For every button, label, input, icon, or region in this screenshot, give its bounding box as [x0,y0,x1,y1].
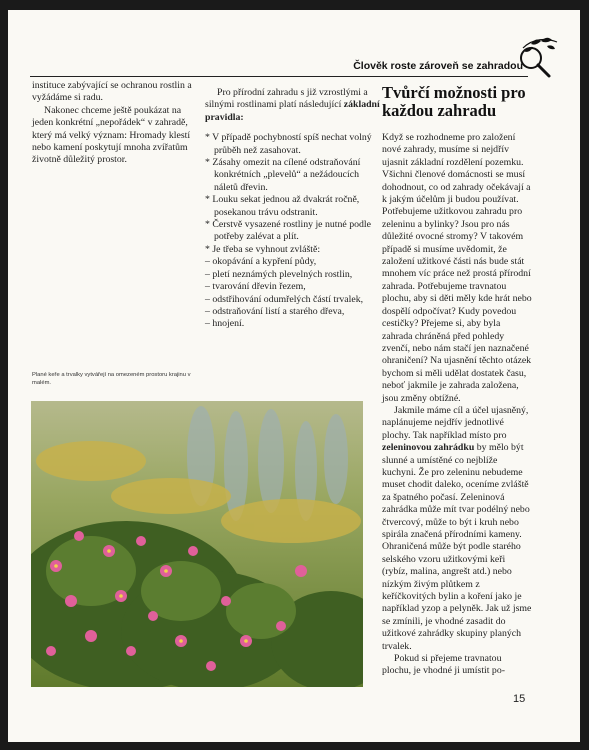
column-middle [205,87,380,331]
section-heading: Tvůrčí možnosti pro každou zahradu [382,83,526,120]
paragraph: Když se rozhodneme pro založení nové zahrady, musíme si nejdřív ujasnit základní rozdělení pozemku. Všichni členové domácnosti se musí dohodnout, co od zahrady očekávají a k jakým účelům ji budou používat. Potřebujeme užitkovou zahradu pro zeleninu a bylinky? Jsou pro nás důležité ovocné stromy? V takovém případě si musíme uvědomit, že založení užitkové části nás bude stát mnohem víc práce než prostá přírodní zahrada. Potřebujeme travnatou plochu, aby si děti měly kde hrát nebo dospělí odpočívat? Kudy povedou cestičky? Přejeme si, aby byla zahrada chráněná před pohledy zvenčí, nebo nám stačí jen naznačené ohraničení? Na ujasnění těchto otázek bychom si měli udělat dostatek času, neboť jakmile je zahrada založena, jsou změny obtížné. [382,132,532,404]
rules-list [205,132,380,256]
list-item: * V případě pochybností spíš nechat volný průběh než zasahovat. [205,132,372,156]
list-item: – hnojení. [205,318,245,330]
paragraph: instituce zabývající se ochranou rostlin a vyžádáme si radu. [32,80,192,104]
list-item: * Je třeba se vyhnout zvláště: [205,243,321,255]
list-item: – pletí neznámých plevelných rostlin, [205,268,353,280]
paragraph-text: by mělo být slunné a umístěné co nejblíže kuchyni. Že pro zeleninu nebudeme muset chodit daleko, oceníme zvláště za špatného počasí. Zeleninová zahrádka může mít tvar podélný nebo čtvercový, může to být i kruh nebo spirála značená přírodními kameny. Ohraničená může být podle starého selského vzoru užitkovými keři (rybíz, malina, angrešt atd.) nebo nízkým živým plůtkem z keříčkovitých bylin a koření jako je například yzop a pelyněk. Jak už jsme se zmínili, je vhodné zasadit do užitkové zahrádky skupiny planých trvalek. [382,442,532,652]
paragraph [382,405,532,653]
list-item: – odstraňování listí a starého dřeva, [205,305,345,317]
list-item: – tvarování dřevin řezem, [205,281,306,293]
paragraph [205,87,380,124]
column-right [382,132,532,678]
paragraph-bold: zeleninovou zahrádku [382,442,475,454]
garden-photo [31,401,363,687]
list-item: * Čerstvě vysazené rostliny je nutné podle potřeby zalévat a plít. [205,219,371,243]
paragraph: Nakonec chceme ještě poukázat na jeden konkrétní „nepořádek“ v zahradě, který má velký význam: Hromady klestí nebo kamení poskytují mnoha zvířatům životně důležitý prostor. [32,104,191,166]
header-rule [30,76,528,77]
list-item: * Louku sekat jednou až dvakrát ročně, posekanou trávu odstranit. [205,194,360,218]
list-item: – okopávání a kypření půdy, [205,256,317,268]
avoid-list [205,256,380,330]
magnifying-glass-leaf-icon [513,34,561,80]
rules-intro-bold: základní pravidla: [205,99,380,123]
paragraph-text: Jakmile máme cíl a účel ujasněný, naplánujeme nejdřív jednotlivé plochy. Tak například místo pro [382,404,529,441]
rules-intro: Pro přírodní zahradu s již vzrostlými a silnými rostlinami platí následující [205,87,368,111]
paragraph: Pokud si přejeme travnatou plochu, je vhodné ji umístit po- [382,653,505,677]
page-number: 15 [513,693,526,705]
photo-caption: Plané keře a trvalky vytvářejí na omezeném prostoru krajinu v malém. [32,372,191,386]
list-item: * Zásahy omezit na cílené odstraňování konkrétních „plevelů“ a nežádoucích náletů dřevin. [205,157,361,193]
column-left [32,80,202,167]
running-header: Člověk roste zároveň se zahradou [353,60,523,72]
book-page [8,10,580,742]
list-item: – odstřihování odumřelých částí trvalek, [205,293,364,305]
